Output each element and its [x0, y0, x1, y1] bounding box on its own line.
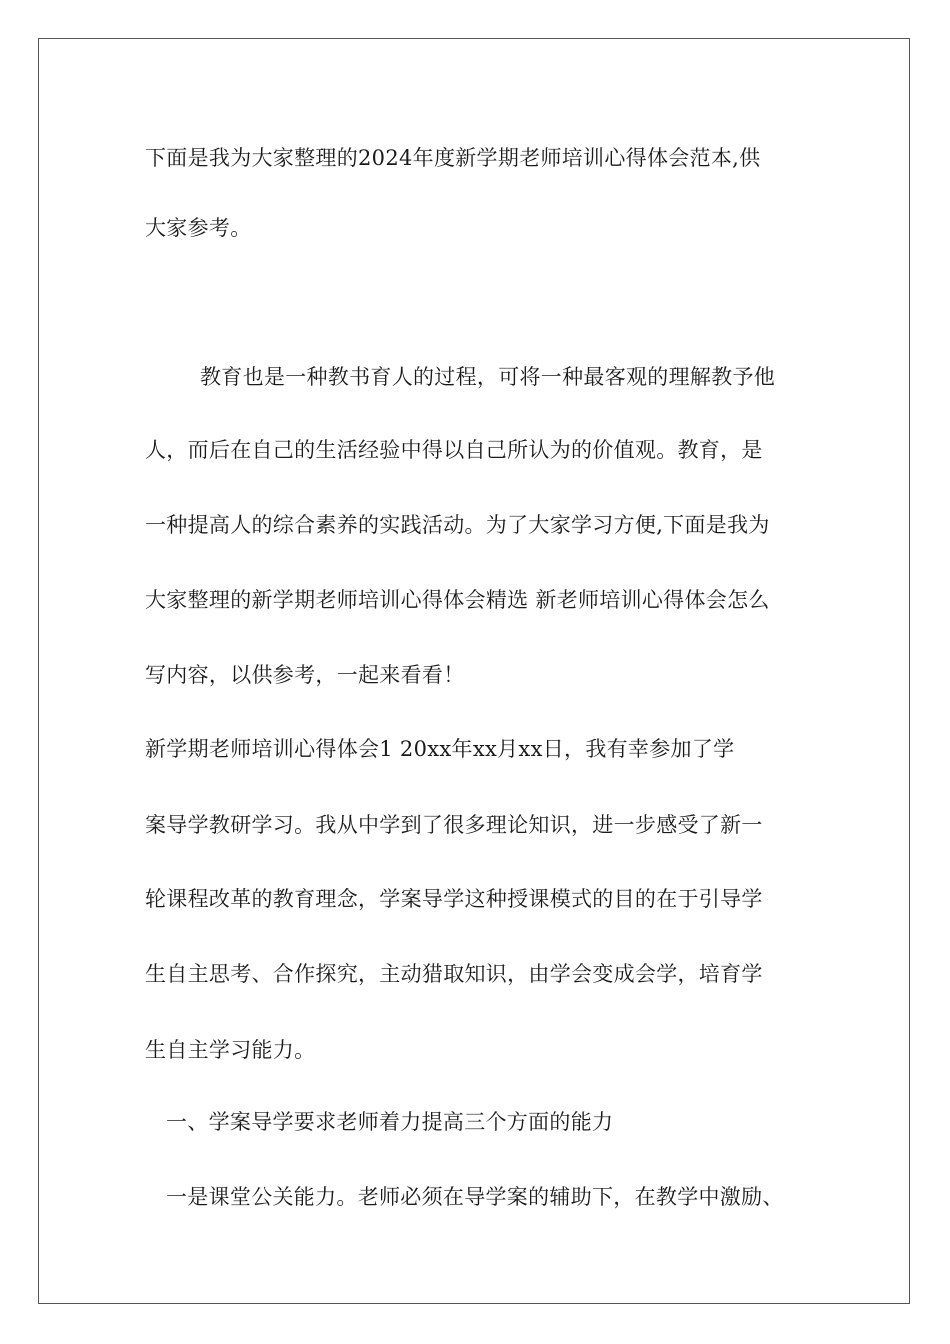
paragraph1-line-1: 教育也是一种教书育人的过程，可将一种最客观的理解教予他 [200, 365, 776, 389]
paragraph1-line-2: 人，而后在自己的生活经验中得以自己所认为的价值观。教育，是 [145, 438, 763, 462]
paragraph2-line-3: 轮课程改革的教育理念，学案导学这种授课模式的目的在于引导学 [145, 887, 763, 911]
section-heading-1: 一、学案导学要求老师着力提高三个方面的能力 [166, 1110, 614, 1134]
paragraph1-line-4: 大家整理的新学期老师培训心得体会精选 新老师培训心得体会怎么 [145, 588, 770, 612]
paragraph1-line-5: 写内容，以供参考，一起来看看！ [145, 663, 465, 687]
paragraph2-line-2: 案导学教研学习。我从中学到了很多理论知识，进一步感受了新一 [145, 813, 763, 837]
paragraph2-line-4: 生自主思考、合作探究，主动猎取知识，由学会变成会学，培育学 [145, 962, 763, 986]
paragraph3-line-1: 一是课堂公关能力。老师必须在导学案的辅助下，在教学中激励、 [166, 1185, 784, 1209]
intro-line-2: 大家参考。 [145, 216, 252, 240]
intro-line-1: 下面是我为大家整理的2024年度新学期老师培训心得体会范本,供 [145, 146, 761, 170]
paragraph2-line-1: 新学期老师培训心得体会1 20xx年xx月xx日，我有幸参加了学 [145, 737, 735, 761]
paragraph1-line-3: 一种提高人的综合素养的实践活动。为了大家学习方便,下面是我为 [145, 513, 770, 537]
paragraph2-line-5: 生自主学习能力。 [145, 1038, 316, 1062]
